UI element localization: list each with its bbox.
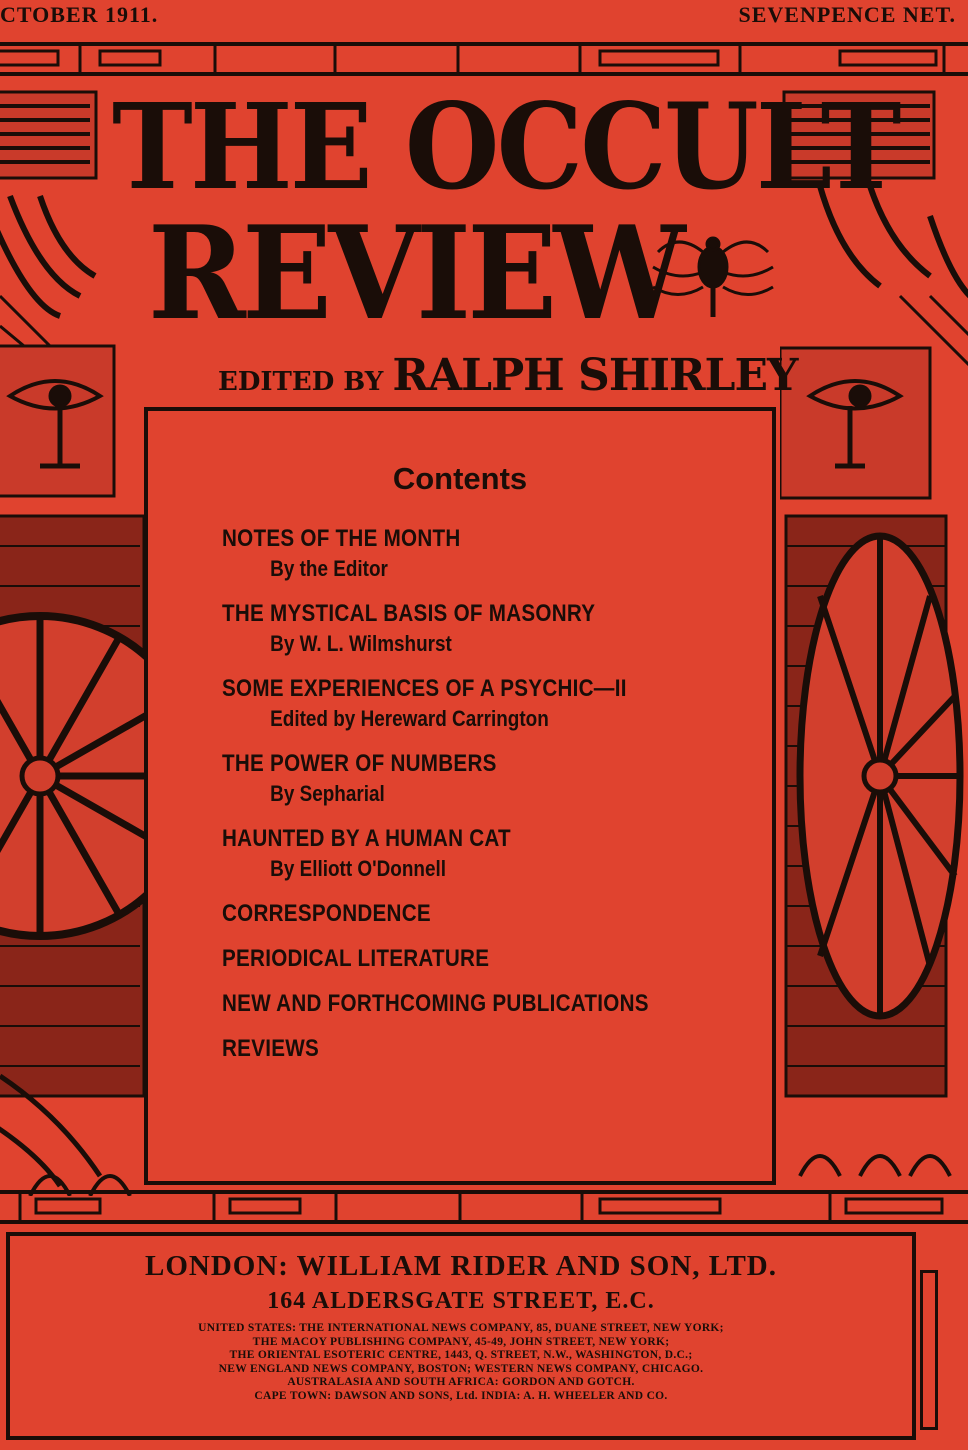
top-ornamental-band [0,42,968,76]
toc-item [222,898,762,929]
footer-side-bar [920,1270,938,1430]
editor-prefix: EDITED BY [218,367,393,397]
contents-panel [144,407,776,1185]
publisher-line: LONDON: WILLIAM RIDER AND SON, LTD. [144,1250,778,1282]
agent-line: THE ORIENTAL ESOTERIC CENTRE, 1443, Q. STREET, N.W., WASHINGTON, D.C.; [229,1349,693,1361]
toc-author: Edited by Hereward Carrington [270,706,549,731]
toc-title: HAUNTED BY A HUMAN CAT [222,825,511,852]
toc-item [222,598,762,659]
toc-author: By the Editor [270,556,388,581]
bottom-ornamental-band [0,1190,968,1224]
agent-line: CAPE TOWN: DAWSON AND SONS, Ltd. INDIA: A. H. WHEELER AND CO. [254,1389,668,1402]
price: SEVENPENCE NET. [738,2,956,27]
toc-title: PERIODICAL LITERATURE [222,945,490,972]
title-line-1: THE OCCULT [112,77,899,216]
toc-item [222,748,762,809]
toc-title: SOME EXPERIENCES OF A PSYCHIC—II [222,675,627,702]
toc-item [222,523,762,584]
toc-item [222,988,762,1019]
toc-title: THE MYSTICAL BASIS OF MASONRY [222,600,596,627]
agent-line: NEW ENGLAND NEWS COMPANY, BOSTON; WESTERN NEWS COMPANY, CHICAGO. [218,1362,704,1375]
title-line-2: REVIEW [148,199,683,349]
toc-title: THE POWER OF NUMBERS [222,750,497,777]
toc-item [222,1033,762,1064]
toc-item [222,823,762,884]
toc-title: CORRESPONDENCE [222,900,431,927]
publisher-footer [6,1232,916,1440]
agent-line: AUSTRALASIA AND SOUTH AFRICA: GORDON AND GOTCH. [287,1376,635,1388]
toc-title: NEW AND FORTHCOMING PUBLICATIONS [222,990,649,1017]
editor-credit [218,350,797,401]
publisher-address: 164 ALDERSGATE STREET, E.C. [267,1288,655,1314]
toc-title: REVIEWS [222,1035,320,1062]
agents-list [10,1322,912,1403]
toc-author: By W. L. Wilmshurst [270,631,452,656]
agent-line: UNITED STATES: THE INTERNATIONAL NEWS COMPANY, 85, DUANE STREET, NEW YORK; [198,1322,724,1334]
table-of-contents [222,523,762,1078]
editor-name: RALPH SHIRLEY [392,350,798,401]
masthead [112,77,899,358]
issue-date: CTOBER 1911. [0,2,159,27]
toc-author: By Elliott O'Donnell [270,856,447,881]
contents-heading: Contents [392,461,528,496]
toc-title: NOTES OF THE MONTH [222,525,461,552]
toc-item [222,673,762,734]
toc-author: By Sepharial [270,781,385,806]
toc-item [222,943,762,974]
agent-line: THE MACOY PUBLISHING COMPANY, 45-49, JOHN STREET, NEW YORK; [252,1335,670,1348]
right-ornament-column [780,76,968,1196]
